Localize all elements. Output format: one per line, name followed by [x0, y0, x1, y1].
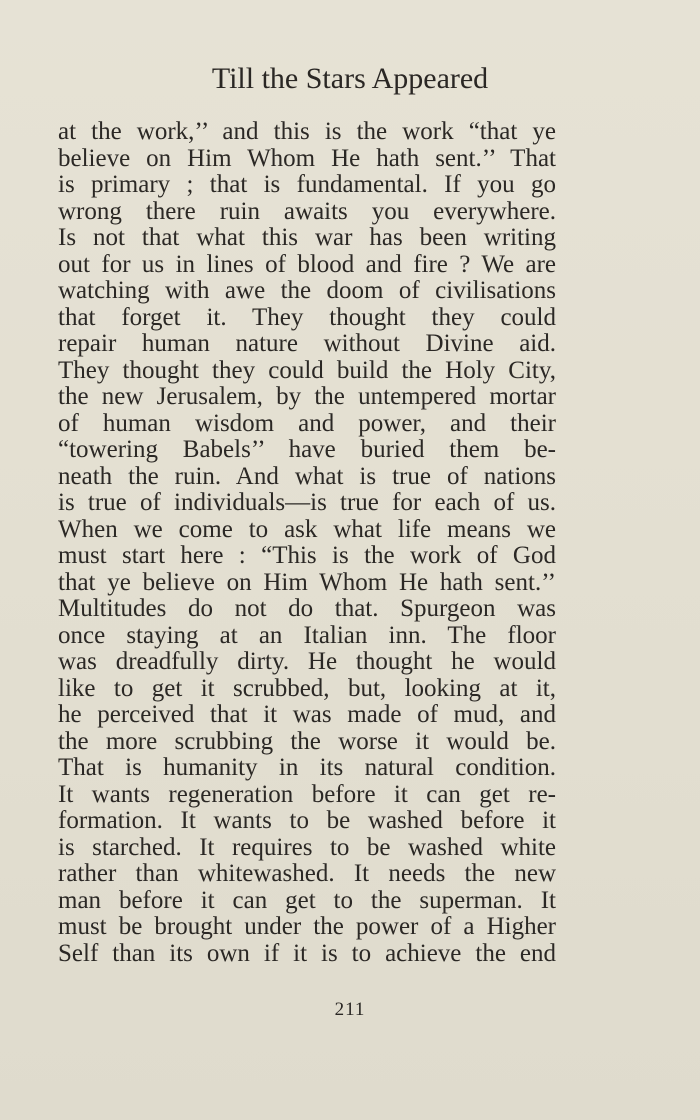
text-line: the more scrubbing the worse it would be.: [58, 727, 556, 755]
running-head: Till the Stars Appeared: [211, 62, 489, 95]
text-line: like to get it scrubbed, but, looking at it,: [58, 674, 556, 702]
text-line: Multitudes do not do that. Spurgeon was: [58, 595, 556, 622]
text-line: neath the ruin. And what is true of nations: [58, 462, 556, 490]
text-line: rather than whitewashed. It needs the new: [58, 860, 556, 887]
text-line: believe on Him Whom He hath sent.’’ That: [58, 144, 556, 172]
body-text: [58, 119, 556, 967]
text-line: is starched. It requires to be washed white: [58, 833, 556, 861]
text-line: wrong there ruin awaits you everywhere.: [58, 197, 556, 225]
text-line: It wants regeneration before it can get re-: [58, 780, 556, 808]
text-line: out for us in lines of blood and fire ? We are: [58, 250, 556, 278]
text-line: the new Jerusalem, by the untempered mortar: [58, 383, 556, 410]
text-line: is primary ; that is fundamental. If you go: [58, 171, 556, 198]
text-line: When we come to ask what life means we: [58, 515, 556, 543]
text-line: at the work,’’ and this is the work “that ye: [58, 118, 556, 145]
text-line: repair human nature without Divine aid.: [58, 330, 556, 357]
text-line: formation. It wants to be washed before it: [58, 807, 556, 834]
text-line: that forget it. They thought they could: [58, 303, 556, 331]
text-line: once staying at an Italian inn. The floor: [58, 621, 556, 649]
text-line: They thought they could build the Holy City,: [58, 356, 556, 384]
text-line: must start here : “This is the work of God: [58, 542, 556, 569]
text-line: must be brought under the power of a Higher: [58, 913, 556, 940]
text-line: watching with awe the doom of civilisations: [58, 277, 556, 304]
text-line: of human wisdom and power, and their: [58, 409, 556, 437]
text-line: that ye believe on Him Whom He hath sent.’’: [58, 568, 556, 596]
text-line: is true of individuals—is true for each of us.: [58, 489, 556, 516]
text-line: Is not that what this war has been writing: [58, 224, 556, 251]
text-line: he perceived that it was made of mud, and: [58, 701, 556, 728]
text-line: That is humanity in its natural condition.: [58, 754, 556, 781]
page-number: 211: [334, 999, 366, 1020]
text-line: man before it can get to the superman. It: [58, 886, 556, 914]
text-line: “towering Babels’’ have buried them be-: [58, 436, 556, 463]
text-line: Self than its own if it is to achieve the end: [58, 939, 556, 967]
text-line: was dreadfully dirty. He thought he would: [58, 648, 556, 675]
